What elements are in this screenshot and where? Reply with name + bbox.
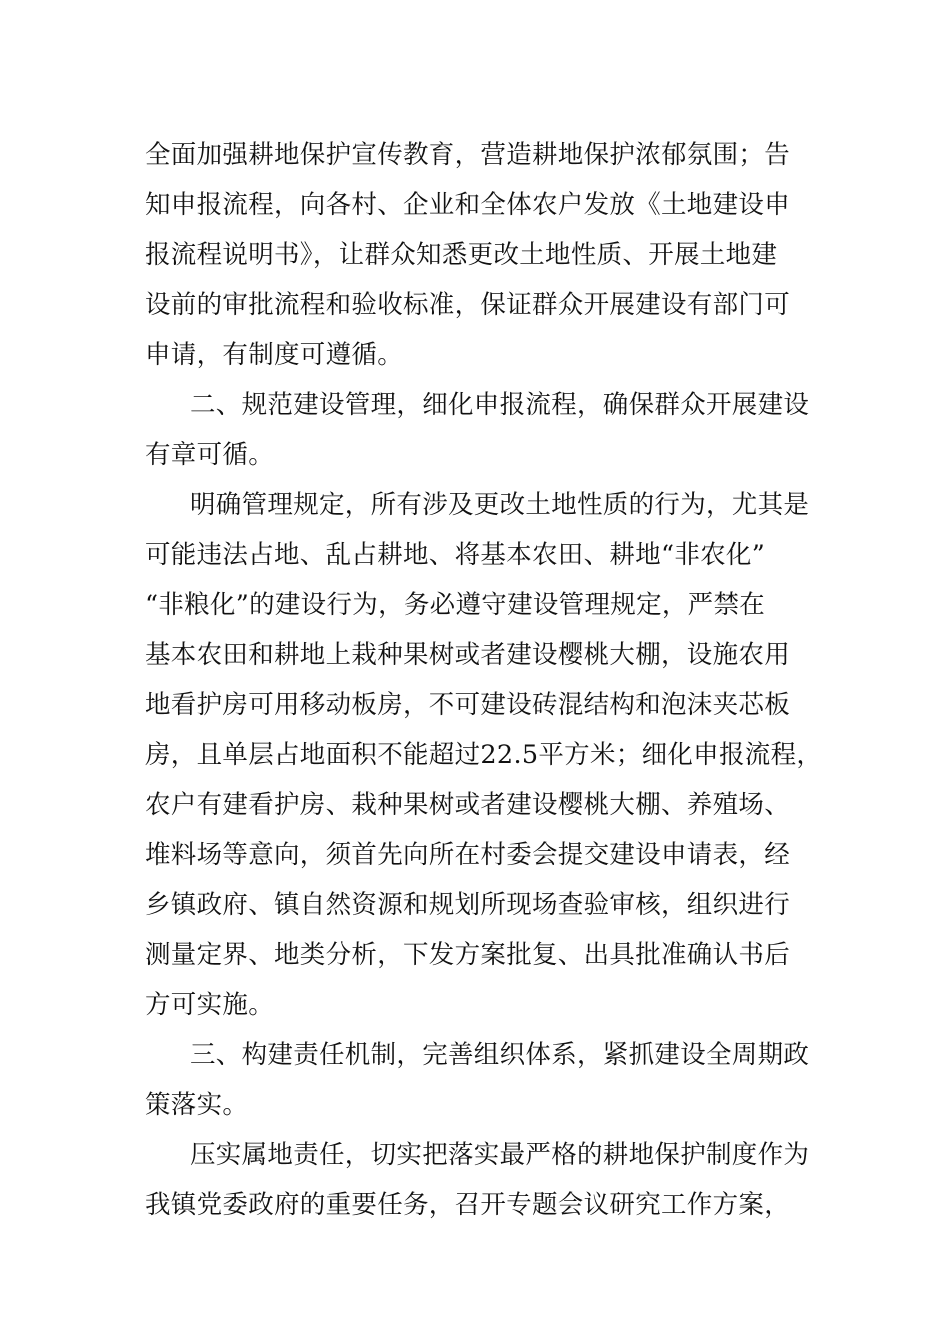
text-line: 明确管理规定，所有涉及更改土地性质的行为，尤其是 [190,490,810,520]
text-line: 设前的审批流程和验收标准，保证群众开展建设有部门可 [145,290,791,320]
text-line: 申请，有制度可遵循。 [145,340,404,370]
text-line: 农户有建看护房、栽种果树或者建设樱桃大棚、养殖场、 [145,790,791,820]
text-line: 知申报流程，向各村、企业和全体农户发放《土地建设申 [145,190,791,220]
text-line: 乡镇政府、镇自然资源和规划所现场查验审核，组织进行 [145,890,791,920]
section-heading-2-cont: 有章可循。 [145,440,275,470]
text-line: 基本农田和耕地上栽种果树或者建设樱桃大棚，设施农用 [145,640,791,670]
text-line: 测量定界、地类分析，下发方案批复、出具批准确认书后 [145,940,791,970]
text-line: 报流程说明书》，让群众知悉更改土地性质、开展土地建 [145,240,778,270]
text-line: 堆料场等意向，须首先向所在村委会提交建设申请表，经 [145,840,791,870]
section-heading-3: 三、构建责任机制，完善组织体系，紧抓建设全周期政 [190,1040,810,1070]
text-line: 方可实施。 [145,990,275,1020]
text-line: 我镇党委政府的重要任务，召开专题会议研究工作方案， [145,1190,791,1220]
text-line: 压实属地责任，切实把落实最严格的耕地保护制度作为 [190,1140,810,1170]
text-line: 地看护房可用移动板房，不可建设砖混结构和泡沫夹芯板 [145,690,791,720]
text-line: 可能违法占地、乱占耕地、将基本农田、耕地“非农化” [145,540,766,570]
text-line: “非粮化”的建设行为，务必遵守建设管理规定，严禁在 [145,590,766,620]
text-line: 房，且单层占地面积不能超过22.5平方米；细化申报流程， [145,740,823,770]
section-heading-3-cont: 策落实。 [145,1090,249,1120]
section-heading-2: 二、规范建设管理，细化申报流程，确保群众开展建设 [190,390,810,420]
text-line: 全面加强耕地保护宣传教育，营造耕地保护浓郁氛围；告 [145,140,791,170]
